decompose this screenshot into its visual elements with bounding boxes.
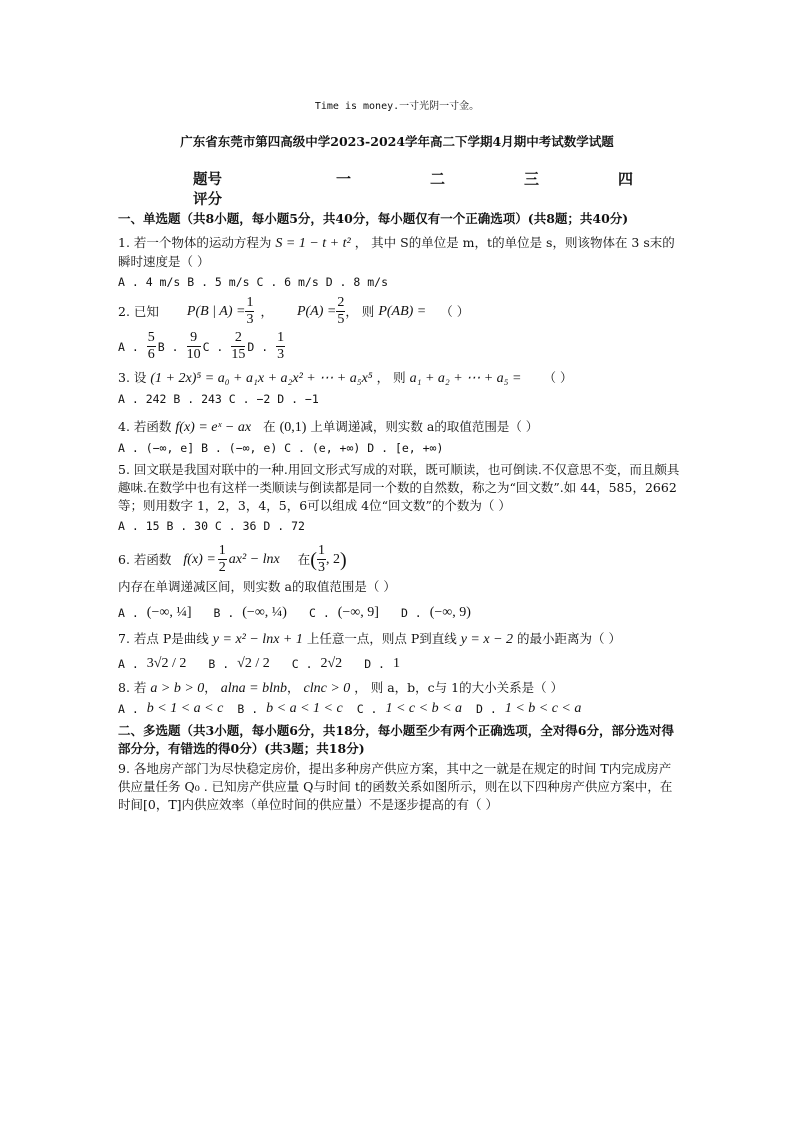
q4-formula: f(x) = eˣ − ax: [175, 420, 252, 435]
q1-options: A . 4 m/s B . 5 m/s C . 6 m/s D . 8 m/s: [118, 275, 389, 289]
q2-then: ， 则: [345, 303, 375, 319]
q2-pa: P(A) =: [296, 303, 337, 319]
q2-options: A . $\frac{5}{6}$ B . $\frac{9}{10}$ C . $\frac{2}{15}$ D . $\frac{1}{3}$: [118, 330, 285, 362]
question-4: 4. 若函数 f(x) = eˣ − ax 在 (0,1) 上单调递减，则实数 a的取值范围是（ ）: [118, 419, 539, 435]
score-row-label: 评分: [193, 191, 222, 208]
q1-formula: S = 1 − t + t²: [275, 236, 351, 251]
score-table: [193, 168, 643, 208]
section-heading-single-choice: 一、单选题（共8小题，每小题5分，共40分，每小题仅有一个正确选项）(共8题；共40分): [118, 211, 629, 226]
question-2: 2. 已知 P(B | A) = $\frac{1}{3}$ ， P(A) = $\frac{2}{5}$ ， 则 P(AB) = （ ）: [118, 295, 470, 327]
question-list: [118, 208, 680, 814]
question-1: [118, 234, 680, 271]
section-heading-multiple-choice: 二、多选题（共3小题，每小题6分，共18分，每小题至少有两个正确选项，全对得6分，部分选对得部分分，有错选的得0分）(共3题；共18分): [118, 723, 674, 756]
q2-pab: P(AB) =: [378, 303, 427, 319]
q1-text: ， 其中 S的单位是 m，t的单位是 s，则该物体在 3 s末的瞬时速度是（ ）: [118, 235, 675, 269]
question-9: 9. 各地房产部门为尽快稳定房价，提出多种房产供应方案，其中之一就是在规定的时间 T内完成房产供应量任务 Q₀ . 已知房产供应量 Q与时间 t的函数关系如图所示，则在以下四种房产供应方案中，在时间[0，T]内供应效率（单位时间的供应量）不是逐步提高的有（ ）: [118, 761, 673, 812]
q3-formula2: a₁ + a₂ + ⋯ + a₅ =: [409, 371, 522, 386]
q4-prefix: 4. 若函数: [118, 419, 172, 434]
q2-paren: （ ）: [440, 303, 470, 319]
question-5: 5. 回文联是我国对联中的一种.用回文形式写成的对联，既可顺读，也可倒读.不仅意思不变，而且颇具趣味.在数学中也有这样一类顺读与倒读都是同一个数的自然数，称之为“回文数”.如 44，585，2662等；则用数字 1，2，3，4，5，6可以组成 4位“回文数”的个数为（ ）: [118, 462, 680, 513]
q4-options: A . (−∞, e] B . (−∞, e) C . (e, +∞) D . [e, +∞): [118, 441, 444, 455]
q7-line: y = x − 2: [460, 632, 514, 647]
question-6: 6. 若函数 f(x) = $\frac{1}{2}$ ax² − lnx 在 ( $\frac{1}{3}$ , 2 ): [118, 543, 347, 575]
q4-interval: (0,1): [279, 420, 307, 435]
score-header-label: 题号: [193, 171, 222, 188]
q3-formula: (1 + 2x)⁵ = a₀ + a₁x + a₂x² + ⋯ + a₅x⁵: [150, 371, 373, 386]
question-3: 3. 设 (1 + 2x)⁵ = a₀ + a₁x + a₂x² + ⋯ + a₅x⁵ ， 则 a₁ + a₂ + ⋯ + a₅ = （ ）: [118, 370, 573, 386]
score-col-3: 三: [524, 170, 540, 188]
score-col-4: 四: [618, 170, 634, 188]
q8-options: A . b < 1 < a < c B . b < a < 1 < c C . 1 < c < b < a D . 1 < b < c < a: [118, 701, 582, 716]
q5-options: A . 15 B . 30 C . 36 D . 72: [118, 519, 305, 533]
question-8: 8. 若 a > b > 0， alna = blnb， clnc > 0 ， 则 a，b，c与 1的大小关系是（ ）: [118, 680, 564, 696]
q2-pba-fraction: $\frac{1}{3}$: [246, 295, 254, 327]
q7-options: A . 3√2 / 2 B . √2 / 2 C . 2√2 D . 1: [118, 656, 400, 671]
q1-prefix: 1. 若一个物体的运动方程为: [118, 235, 272, 250]
q6-prefix: 6. 若函数: [118, 551, 172, 567]
q6-options: A . (−∞, ¼] B . (−∞, ¼) C . (−∞, 9] D . (−∞, 9): [118, 605, 471, 620]
question-7: 7. 若点 P是曲线 y = x² − lnx + 1 上任意一点，则点 P到直线 y = x − 2 的最小距离为（ ）: [118, 631, 622, 647]
q3-options: A . 242 B . 243 C . −2 D . −1: [118, 392, 319, 406]
q6-tail: 内存在单调递减区间，则实数 a的取值范围是（ ）: [118, 579, 396, 594]
q3-prefix: 3. 设: [118, 370, 147, 385]
motto-header: Time is money.一寸光阴一寸金。: [314, 101, 480, 112]
q7-curve: y = x² − lnx + 1: [212, 632, 303, 647]
q2-pba: P(B | A) =: [186, 303, 246, 319]
q2-prefix: 2. 已知: [118, 303, 159, 319]
score-col-2: 二: [430, 170, 446, 188]
q2-pa-fraction: $\frac{2}{5}$: [337, 295, 345, 327]
score-col-1: 一: [336, 170, 352, 188]
exam-title: 广东省东莞市第四高级中学2023-2024学年高二下学期4月期中考试数学试题: [180, 134, 614, 149]
